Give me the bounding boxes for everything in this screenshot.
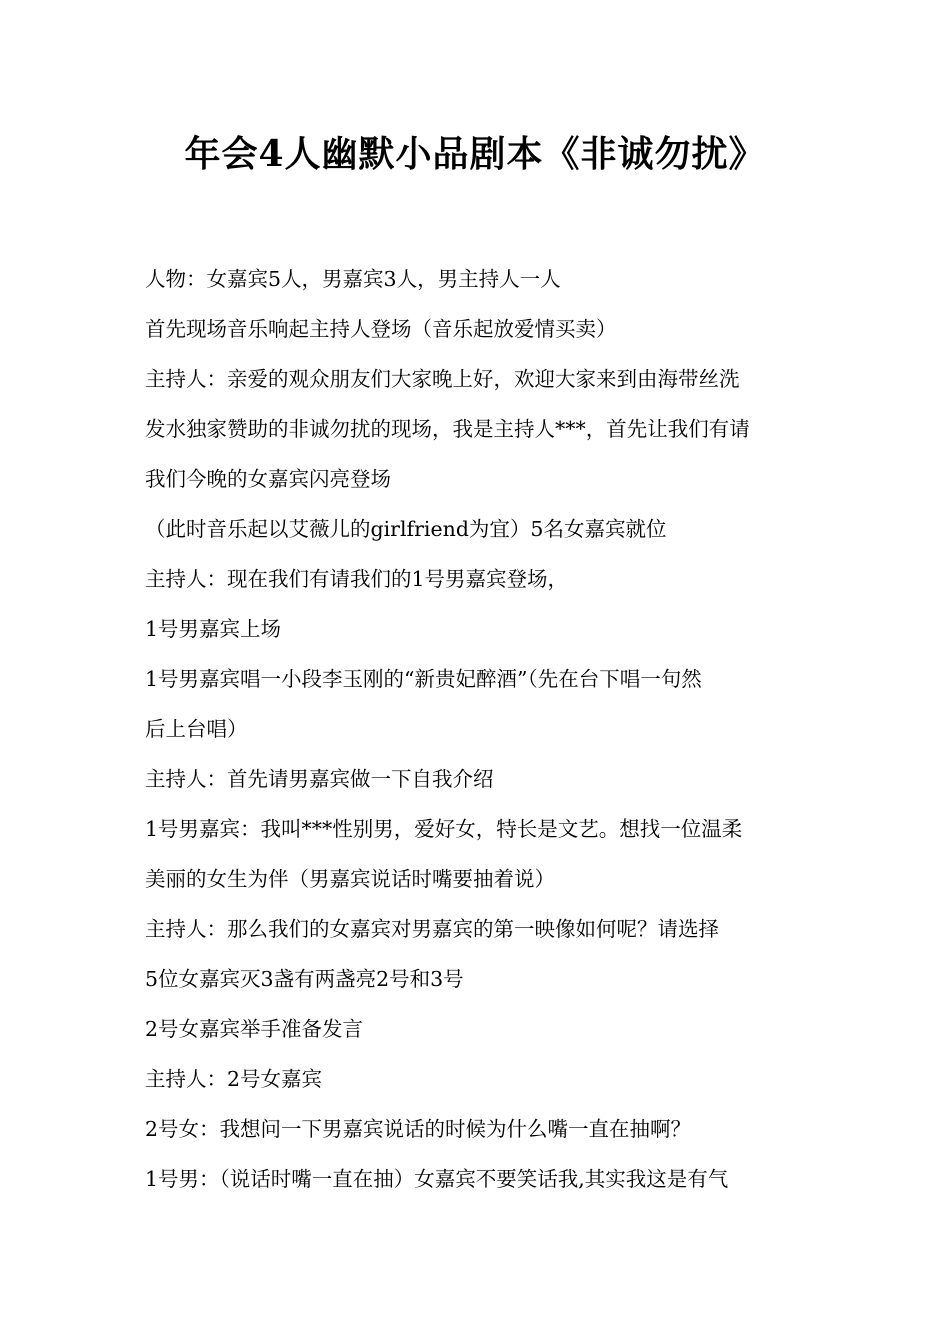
text-line: 主持人：首先请男嘉宾做一下自我介绍	[145, 767, 494, 791]
text-line: 我们今晚的女嘉宾闪亮登场	[145, 467, 391, 491]
text-line: 主持人：亲爱的观众朋友们大家晚上好，欢迎大家来到由海带丝洗	[145, 367, 740, 391]
document-title: 年会4人幽默小品剧本《非诚勿扰》	[184, 133, 766, 175]
text-line: 5位女嘉宾灭3盏有两盏亮2号和3号	[145, 967, 464, 991]
text-line: 主持人：现在我们有请我们的1号男嘉宾登场，	[145, 567, 569, 591]
text-line: 人物：女嘉宾5人，男嘉宾3人，男主持人一人	[145, 267, 561, 291]
text-line: 2号女：我想问一下男嘉宾说话的时候为什么嘴一直在抽啊？	[145, 1117, 692, 1141]
text-line: 2号女嘉宾举手准备发言	[145, 1017, 364, 1041]
text-line: 1号男嘉宾：我叫***性别男，爱好女，特长是文艺。想找一位温柔	[145, 817, 743, 841]
text-line: 主持人：2号女嘉宾	[145, 1067, 323, 1091]
document-body	[145, 254, 810, 1204]
text-line: 1号男：（说话时嘴一直在抽）女嘉宾不要笑话我,其实我这是有气	[145, 1167, 729, 1191]
text-line: （此时音乐起以艾薇儿的girlfriend为宜）5名女嘉宾就位	[145, 517, 667, 541]
text-line: 主持人：那么我们的女嘉宾对男嘉宾的第一映像如何呢？请选择	[145, 917, 719, 941]
text-line: 1号男嘉宾唱一小段李玉刚的“新贵妃醉酒”（先在台下唱一句然	[145, 667, 702, 691]
text-line: 美丽的女生为伴（男嘉宾说话时嘴要抽着说）	[145, 867, 555, 891]
text-line: 后上台唱）	[145, 717, 248, 741]
text-line: 发水独家赞助的非诚勿扰的现场，我是主持人***，首先让我们有请	[145, 417, 750, 441]
text-line: 1号男嘉宾上场	[145, 617, 282, 641]
text-line: 首先现场音乐响起主持人登场（音乐起放爱情买卖）	[145, 317, 617, 341]
